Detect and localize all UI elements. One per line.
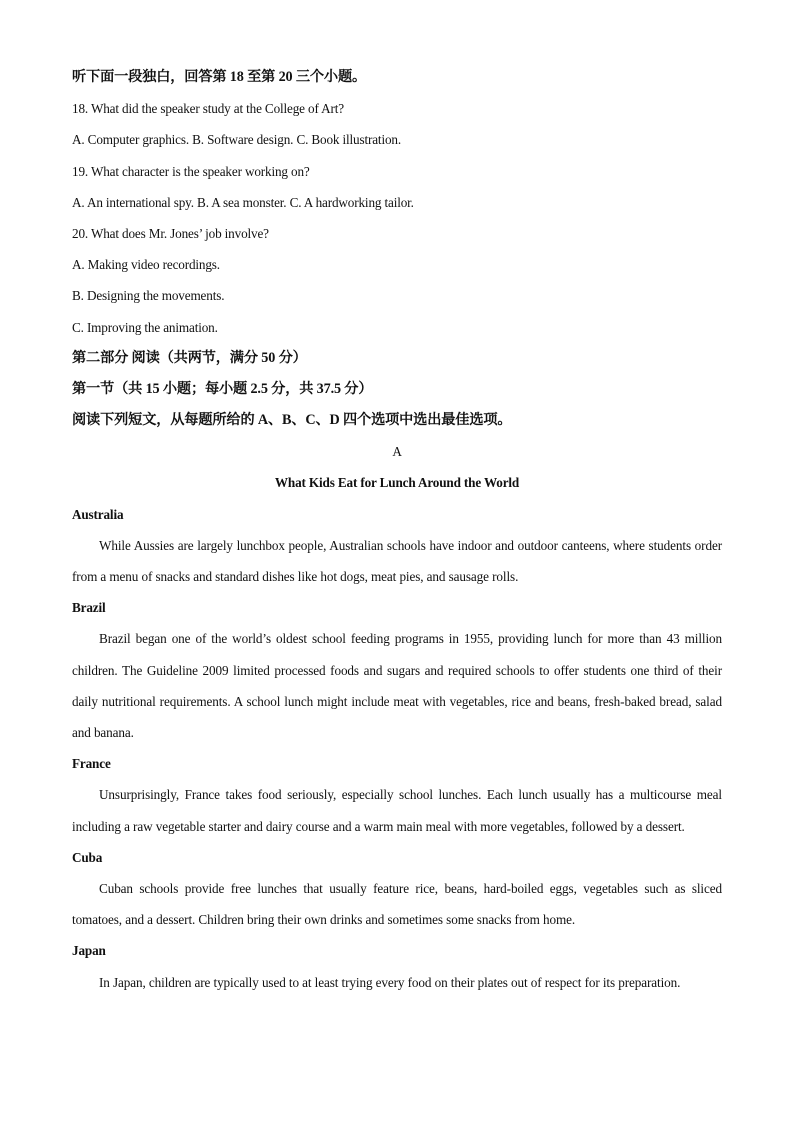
section-text-australia: While Aussies are largely lunchbox people, Australian schools have indoor and outdoor canteens, where students order from a menu of snacks and standard dishes like hot dogs, meat pies, and sausage rolls. [72, 537, 722, 585]
question-20-option-a: A. Making video recordings. [72, 257, 220, 273]
document-page [72, 62, 722, 998]
section-heading-japan: Japan [72, 943, 106, 959]
question-19-options: A. An international spy. B. A sea monster. C. A hardworking tailor. [72, 194, 414, 210]
section-text-brazil: Brazil began one of the world’s oldest school feeding programs in 1955, providing lunch for more than 43 million children. The Guideline 2009 limited processed foods and sugars and required schools to offer students one third of their daily nutritional requirements. A school lunch might include meat with vegetables, rice and beans, fresh-baked bread, salad and banana. [72, 631, 722, 741]
reading-part-title: 第二部分 阅读（共两节，满分 50 分） [72, 349, 307, 366]
question-20-option-b: B. Designing the movements. [72, 288, 225, 304]
section-heading-australia: Australia [72, 506, 124, 522]
section-text-france: Unsurprisingly, France takes food seriously, especially school lunches. Each lunch usually has a multicourse meal including a raw vegetable starter and dairy course and a warm main meal with more vegetables, followed by a dessert. [72, 787, 722, 834]
question-19: 19. What character is the speaker working on? [72, 163, 310, 179]
question-18-options: A. Computer graphics. B. Software design. C. Book illustration. [72, 132, 401, 148]
reading-section-title: 第一节（共 15 小题；每小题 2.5 分，共 37.5 分） [72, 380, 373, 397]
reading-instruction: 阅读下列短文，从每题所给的 A、B、C、D 四个选项中选出最佳选项。 [72, 412, 512, 429]
question-20-option-c: C. Improving the animation. [72, 319, 218, 335]
question-20: 20. What does Mr. Jones’ job involve? [72, 225, 269, 241]
section-heading-brazil: Brazil [72, 600, 106, 616]
passage-title: What Kids Eat for Lunch Around the World [274, 475, 520, 491]
section-text-japan: In Japan, children are typically used to at least trying every food on their plates out of respect for its preparation. [99, 974, 681, 990]
passage-letter: A [392, 444, 402, 460]
listening-instruction: 听下面一段独白，回答第 18 至第 20 三个小题。 [72, 69, 367, 85]
section-heading-cuba: Cuba [72, 849, 103, 865]
section-heading-france: France [72, 756, 111, 772]
section-text-cuba: Cuban schools provide free lunches that usually feature rice, beans, hard-boiled eggs, vegetables such as sliced tomatoes, and a dessert. Children bring their own drinks and sometimes some snacks from home. [72, 881, 722, 928]
question-18: 18. What did the speaker study at the College of Art? [72, 101, 344, 117]
